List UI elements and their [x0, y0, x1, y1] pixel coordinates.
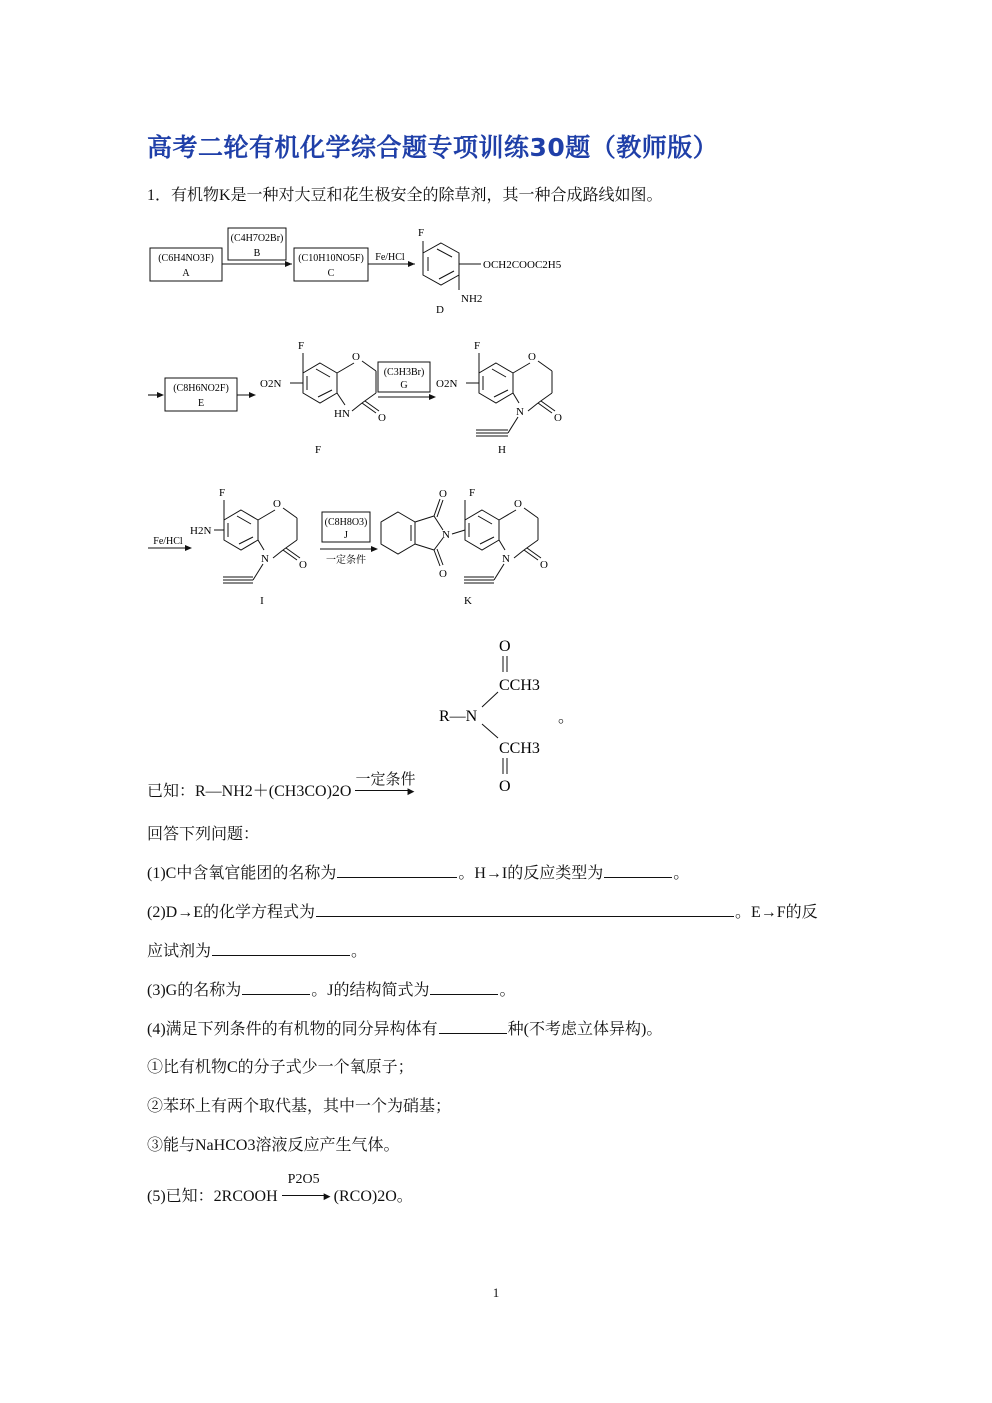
box-b-formula: (C4H7O2Br): [230, 233, 284, 244]
condition-3: ③能与NaHCO3溶液反应产生气体。: [147, 1137, 400, 1154]
h-label: H: [498, 444, 506, 456]
benzene-ring-k: [465, 510, 499, 550]
p2o5-arrow: P2O5 ▶: [282, 1185, 330, 1201]
box-g-formula: (C3H3Br): [383, 367, 425, 378]
arrow-cd-reagent: Fe/HCl: [375, 252, 405, 263]
condition-1: ①比有机物C的分子式少一个氧原子；: [147, 1059, 414, 1076]
scheme-row-2: [140, 335, 590, 460]
question-3: (3)G的名称为 。J的结构简式为 。: [147, 982, 516, 999]
question-2: (2)D→E的化学方程式为 。E→F的反: [147, 904, 818, 921]
benzene-ring-f: [303, 363, 337, 403]
k-amide-n: N: [502, 553, 510, 565]
known-condition: 一定条件: [355, 772, 416, 788]
i-ring-oxygen: O: [273, 498, 281, 510]
box-c-formula: (C10H10NO5F): [298, 253, 364, 264]
d-fluoro: F: [418, 227, 425, 239]
question-4: (4)满足下列条件的有机物的同分异构体有 种(不考虑立体异构)。: [147, 1021, 663, 1038]
page-number: 1: [492, 1285, 500, 1300]
k-carbonyl-oxygen: O: [540, 559, 548, 571]
f-carbonyl-oxygen: O: [378, 412, 386, 424]
question-1: (1)C中含氧官能团的名称为 。H→I的反应类型为 。: [147, 865, 690, 882]
h-carbonyl-oxygen: O: [554, 412, 562, 424]
box-j-formula: (C8H8O3): [324, 517, 368, 528]
product-bottom-oxygen: O: [499, 778, 511, 795]
k-imide-oxygen-top: O: [439, 488, 447, 500]
known-condition-arrow: 一定条件 ▶: [355, 780, 413, 796]
condition-2: ②苯环上有两个取代基，其中一个为硝基；: [147, 1098, 452, 1115]
k-imide-oxygen-bottom: O: [439, 568, 447, 580]
cyclohexene-ring-k: [381, 512, 415, 554]
f-amide-nh: HN: [334, 408, 350, 420]
f-fluoro: F: [298, 340, 305, 352]
k-label: K: [464, 595, 472, 607]
answer-prompt: 回答下列问题：: [147, 826, 260, 843]
box-e-label: E: [197, 398, 205, 409]
i-amide-n: N: [261, 553, 269, 565]
k-imide-n: N: [442, 529, 450, 541]
scheme-row-1: [140, 215, 600, 320]
product-top-oxygen: O: [499, 638, 511, 655]
product-amine-nitrogen: R—N: [439, 708, 478, 725]
product-bottom-acetyl: CCH3: [499, 740, 540, 757]
question-5: (5)已知：2RCOOH P2O5 ▶ (RCO)2O。: [147, 1172, 413, 1205]
f-ring-oxygen: O: [352, 351, 360, 363]
i-fluoro: F: [219, 487, 226, 499]
d-label: D: [436, 304, 444, 316]
h-nitro: O2N: [436, 378, 458, 390]
k-fluoro: F: [469, 487, 476, 499]
question-2-cont: 应试剂为 。: [147, 943, 368, 960]
arrow-jk-condition: 一定条件: [326, 555, 366, 566]
known-product-structure: [432, 632, 592, 798]
box-g-label: G: [400, 380, 408, 391]
h-ring-oxygen: O: [528, 351, 536, 363]
box-b-label: B: [253, 248, 261, 259]
box-e-formula: (C8H6NO2F): [173, 383, 229, 394]
scheme-row-3: [140, 482, 580, 612]
i-label: I: [260, 595, 264, 607]
i-carbonyl-oxygen: O: [299, 559, 307, 571]
benzene-ring-h: [479, 363, 513, 403]
d-side-chain: OCH2COOC2H5: [483, 259, 562, 271]
box-a-label: A: [182, 268, 190, 279]
product-period: 。: [558, 709, 575, 726]
i-amino: H2N: [190, 525, 212, 537]
arrow-hi-reagent: Fe/HCl: [153, 536, 183, 547]
known-reaction: [147, 772, 416, 801]
f-nitro: O2N: [260, 378, 282, 390]
product-top-acetyl: CCH3: [499, 677, 540, 694]
benzene-ring-i: [224, 510, 258, 550]
d-amino: NH2: [461, 293, 483, 305]
page-title: 高考二轮有机化学综合题专项训练30题（教师版）: [147, 133, 719, 162]
question-1-intro: 1．有机物K是一种对大豆和花生极安全的除草剂，其一种合成路线如图。: [147, 187, 663, 204]
box-j-label: J: [344, 530, 348, 541]
p2o5-reagent: P2O5: [287, 1172, 320, 1187]
known-reactants: 已知：R—NH2＋(CH3CO)2O: [147, 783, 352, 800]
h-fluoro: F: [474, 340, 481, 352]
k-ring-oxygen: O: [514, 498, 522, 510]
box-a-formula: (C6H4NO3F): [158, 253, 214, 264]
h-amide-n: N: [516, 406, 524, 418]
f-label: F: [314, 444, 322, 456]
box-c-label: C: [327, 268, 335, 279]
